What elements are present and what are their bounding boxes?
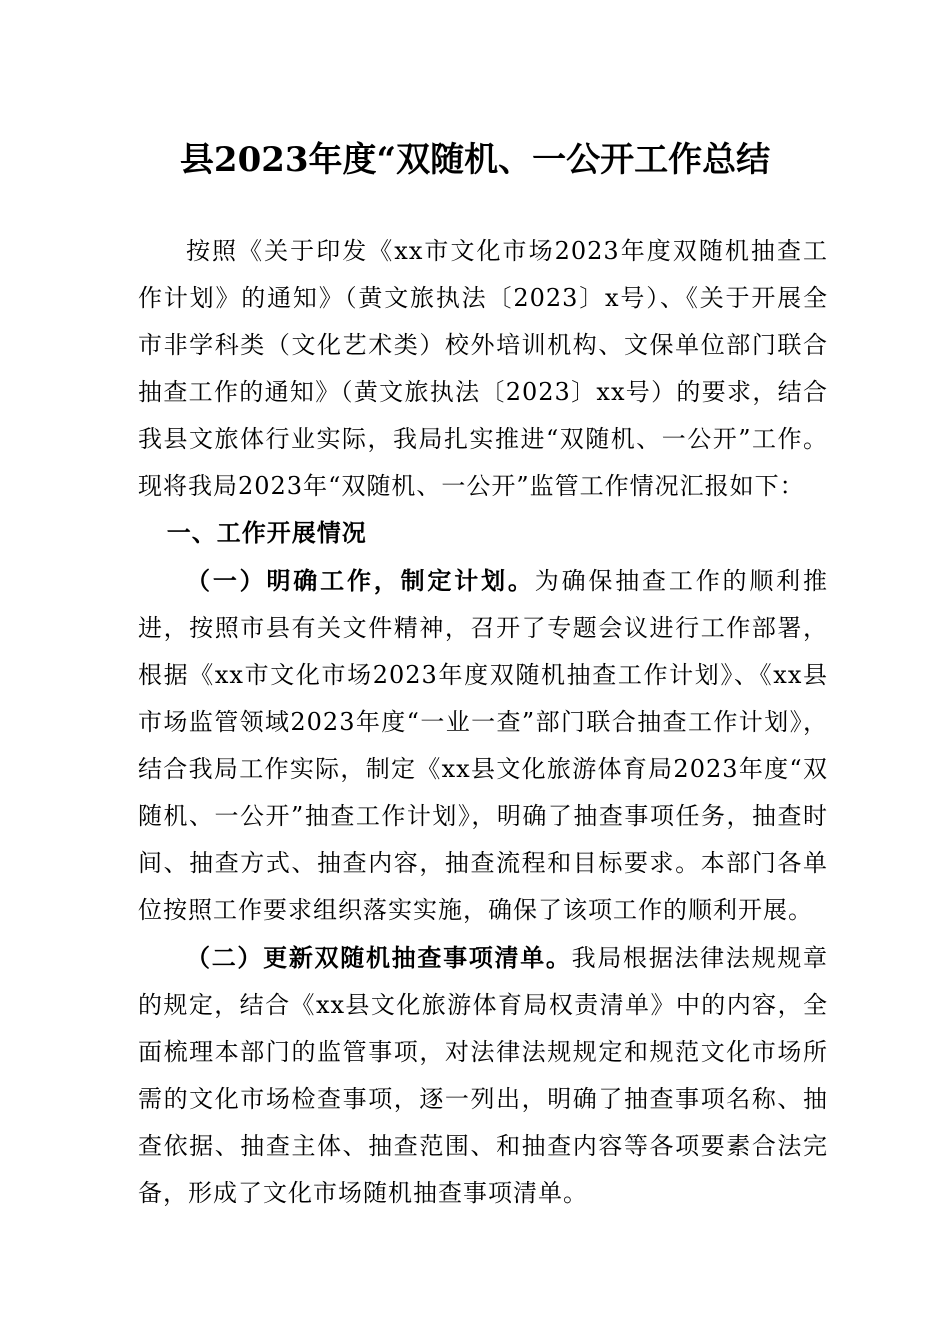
paragraph-intro (138, 228, 828, 510)
paragraph-checklist-text: 我局根据法律法规规章的规定，结合《xx县文化旅游体育局权责清单》中的内容，全面梳理本部门的监管事项，对法律法规规定和规范文化市场所需的文化市场检查事项，逐一列出，明确了抽查事项名称、抽查依据、抽查主体、抽查范围、和抽查内容等各项要素合法完备，形成了文化市场随机抽查事项清单。 (138, 944, 828, 1207)
paragraph-intro-text: 按照《关于印发《xx市文化市场2023年度双随机抽查工作计划》的通知》（黄文旅执法〔2023〕x号）、《关于开展全市非学科类（文化艺术类）校外培训机构、文保单位部门联合抽查工作的通知》（黄文旅执法〔2023〕xx号）的要求，结合我县文旅体行业实际，我局扎实推进“双随机、一公开”工作。现将我局2023年“双随机、一公开”监管工作情况汇报如下： (138, 237, 828, 500)
paragraph-plan (138, 557, 828, 934)
document-title: 县2023年度“双随机、一公开工作总结 (179, 140, 771, 180)
subheading-checklist: （二）更新双随机抽查事项清单。 (186, 943, 572, 972)
paragraph-checklist (138, 934, 828, 1217)
section-heading-1: 一、工作开展情况 (166, 519, 367, 547)
subheading-plan: （一）明确工作，制定计划。 (186, 566, 535, 595)
paragraph-plan-text: 为确保抽查工作的顺利推进，按照市县有关文件精神，召开了专题会议进行工作部署，根据《xx市文化市场2023年度双随机抽查工作计划》、《xx县市场监管领域2023年度“一业一查”部门联合抽查工作计划》，结合我局工作实际，制定《xx县文化旅游体育局2023年度“双随机、一公开”抽查工作计划》，明确了抽查事项任务，抽查时间、抽查方式、抽查内容，抽查流程和目标要求。本部门各单位按照工作要求组织落实实施，确保了该项工作的顺利开展。 (138, 567, 829, 924)
document-body (138, 228, 828, 1217)
